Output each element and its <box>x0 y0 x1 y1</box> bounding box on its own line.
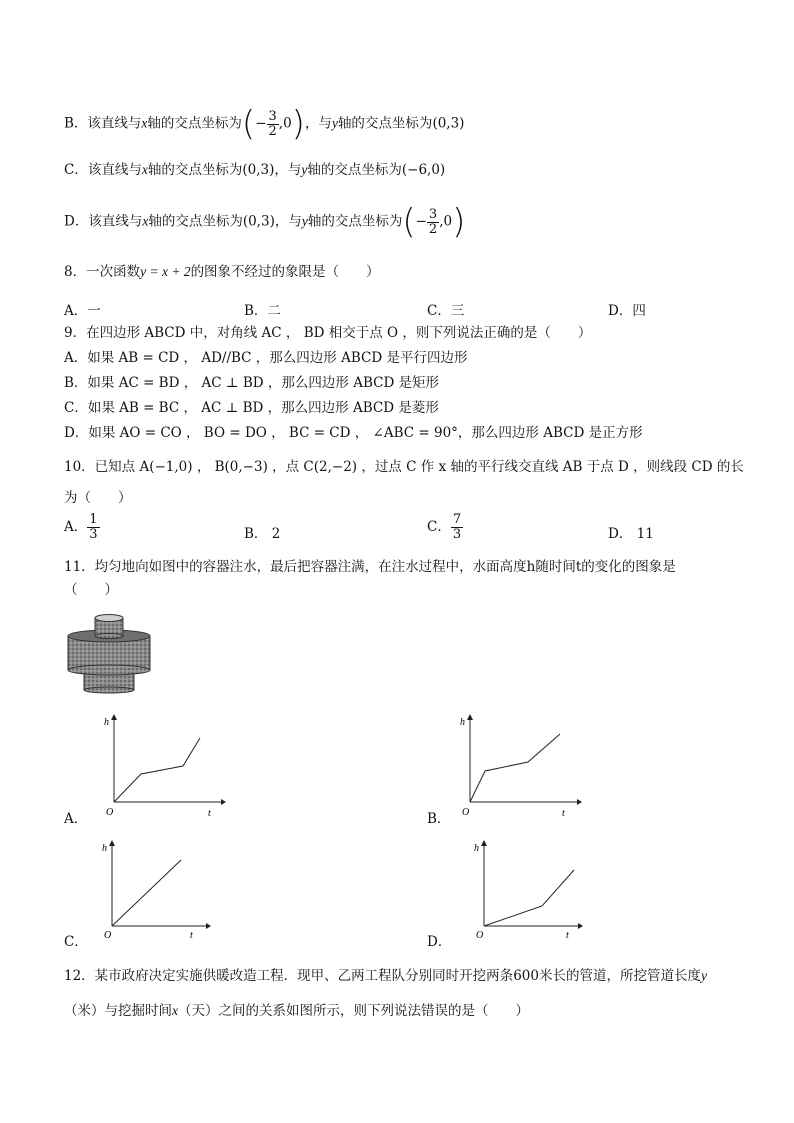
svg-text:h: h <box>474 843 479 854</box>
svg-text:O: O <box>106 807 114 818</box>
q9-option-d: D．如果 AO = CO ， BO = DO ， BC = CD ， ∠ABC = 90°，那么四边形 ABCD 是正方形 <box>64 425 643 441</box>
q10-stem: 10．已知点 A(−1,0) ， B(0,−3) ，点 C(2,−2) ，过点 C 作 x 轴的平行线交直线 AB 于点 D ，则线段 CD 的长 <box>64 459 744 475</box>
q7-option-b: B．该直线与x轴的交点坐标为(− $\frac{3}{2}$ ,0)，与y轴的交点坐标为(0,3) <box>64 104 465 144</box>
q8-option-a: A．一 <box>64 303 101 319</box>
q8-stem: 8．一次函数y = x + 2的图象不经过的象限是（ ） <box>64 264 380 280</box>
q9-option-b: B．如果 AC = BD ， AC ⊥ BD ，那么四边形 ABCD 是矩形 <box>64 375 440 391</box>
q12-stem-line2: （米）与挖掘时间x（天）之间的关系如图所示，则下列说法错误的是（ ） <box>64 1003 529 1019</box>
fraction: $\frac{7}{3}$ <box>452 512 462 542</box>
q9-option-c: C．如果 AB = BC ， AC ⊥ BD ，那么四边形 ABCD 是菱形 <box>64 400 439 416</box>
q9-option-a: A．如果 AB = CD ， AD//BC ，那么四边形 ABCD 是平行四边形 <box>64 350 468 366</box>
q8-option-b: B．二 <box>244 303 281 319</box>
fraction: $\frac{3}{2}$ <box>268 108 277 139</box>
q10-option-b: B． 2 <box>244 526 281 542</box>
q10-stem-2: 为（ ） <box>64 490 132 506</box>
q11-graph-b <box>452 712 582 824</box>
svg-text:t: t <box>208 808 211 819</box>
q8-option-c: C．三 <box>427 303 465 319</box>
q10-option-c: C． $\frac{7}{3}$ <box>427 512 462 542</box>
q11-stem: 11．均匀地向如图中的容器注水，最后把容器注满，在注水过程中，水面高度h随时间t的变化的图象是 <box>64 559 676 575</box>
q8-option-d: D．四 <box>608 303 646 319</box>
q11-option-d-label: D． <box>427 934 452 950</box>
svg-text:t: t <box>190 930 193 941</box>
q12-stem-line1: 12．某市政府决定实施供暖改造工程．现甲、乙两工程队分别同时开挖两条600米长的管道，所挖管道长度y <box>64 968 707 984</box>
q11-stem-2: （ ） <box>64 582 118 598</box>
container-figure <box>64 612 154 694</box>
q7-option-c: C．该直线与x轴的交点坐标为(0,3)，与y轴的交点坐标为(−6,0) <box>64 162 446 178</box>
q9-stem: 9．在四边形 ABCD 中，对角线 AC ， BD 相交于点 O ，则下列说法正确的是（ ） <box>64 325 592 341</box>
fraction: $\frac{3}{2}$ <box>428 206 438 237</box>
svg-text:h: h <box>460 717 465 728</box>
svg-text:t: t <box>566 930 569 941</box>
q10-option-a: A． $\frac{1}{3}$ <box>64 512 98 542</box>
q11-graph-c <box>94 838 214 948</box>
q11-option-a-label: A． <box>64 811 88 827</box>
svg-text:O: O <box>104 930 112 941</box>
svg-text:h: h <box>104 717 109 728</box>
q11-graph-a <box>96 712 226 824</box>
q11-option-b-label: B． <box>427 811 451 827</box>
q7-option-d: D．该直线与x轴的交点坐标为(0,3)，与y轴的交点坐标为(− $\frac{3}{2}$ ,0) <box>64 202 466 242</box>
svg-text:O: O <box>462 807 470 818</box>
q11-option-c-label: C． <box>64 934 88 950</box>
fraction: $\frac{1}{3}$ <box>89 512 98 542</box>
svg-text:O: O <box>476 930 484 941</box>
svg-text:t: t <box>562 808 565 819</box>
q10-option-d: D． 11 <box>608 526 654 542</box>
svg-text:h: h <box>102 843 107 854</box>
q11-graph-d <box>466 838 586 948</box>
